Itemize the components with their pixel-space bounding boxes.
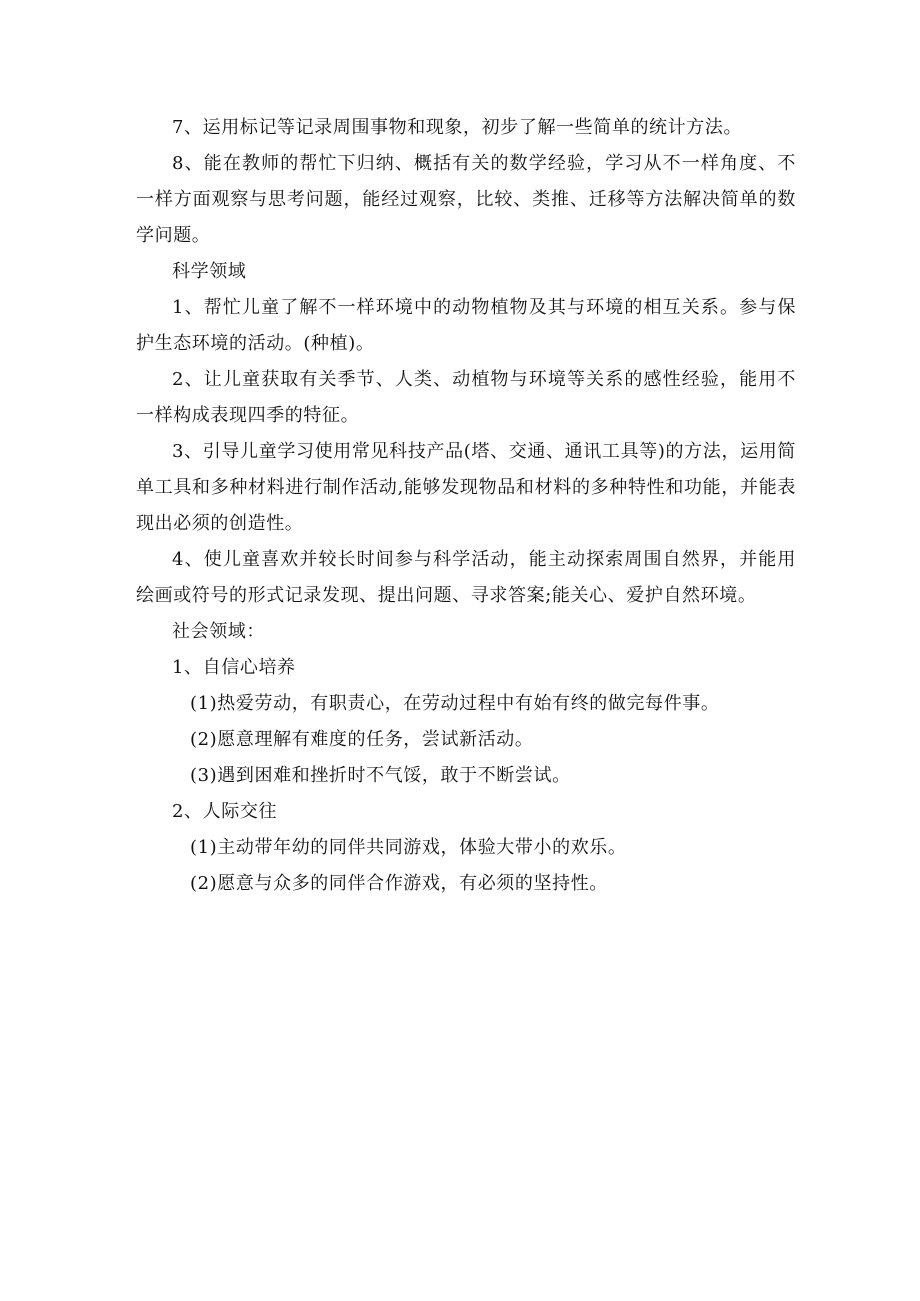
list-item-interaction-2: (2)愿意与众多的同伴合作游戏，有必须的坚持性。 (190, 873, 608, 894)
paragraph-item-8: 8、能在教师的帮忙下归纳、概括有关的数学经验，学习从不一样角度、不一样方面观察与思考问题，能经过观察，比较、类推、迁移等方法解决简单的数学问题。 (136, 153, 796, 246)
paragraph-item-7: 7、运用标记等记录周围事物和现象，初步了解一些简单的统计方法。 (172, 117, 743, 138)
list-item-confidence-1: (1)热爱劳动，有职责心，在劳动过程中有始有终的做完每件事。 (190, 693, 720, 714)
subsection-heading-interaction: 2、人际交往 (172, 801, 278, 822)
paragraph-science-3: 3、引导儿童学习使用常见科技产品(塔、交通、通讯工具等)的方法，运用简单工具和多种材料进行制作活动,能够发现物品和材料的多种特性和功能，并能表现出必须的创造性。 (136, 441, 796, 534)
section-heading-science: 科学领域 (172, 261, 247, 282)
paragraph-science-1: 1、帮忙儿童了解不一样环境中的动物植物及其与环境的相互关系。参与保护生态环境的活动。(种植)。 (136, 297, 796, 354)
paragraph-science-4: 4、使儿童喜欢并较长时间参与科学活动，能主动探索周围自然界，并能用绘画或符号的形式记录发现、提出问题、寻求答案;能关心、爱护自然环境。 (136, 549, 796, 606)
list-item-interaction-1: (1)主动带年幼的同伴共同游戏，体验大带小的欢乐。 (190, 837, 627, 858)
section-heading-social: 社会领域： (172, 621, 265, 642)
paragraph-science-2: 2、让儿童获取有关季节、人类、动植物与环境等关系的感性经验，能用不一样构成表现四季的特征。 (136, 369, 796, 426)
list-item-confidence-2: (2)愿意理解有难度的任务，尝试新活动。 (190, 729, 534, 750)
subsection-heading-confidence: 1、自信心培养 (172, 657, 296, 678)
document-body (136, 110, 796, 902)
list-item-confidence-3: (3)遇到困难和挫折时不气馁，敢于不断尝试。 (190, 765, 571, 786)
